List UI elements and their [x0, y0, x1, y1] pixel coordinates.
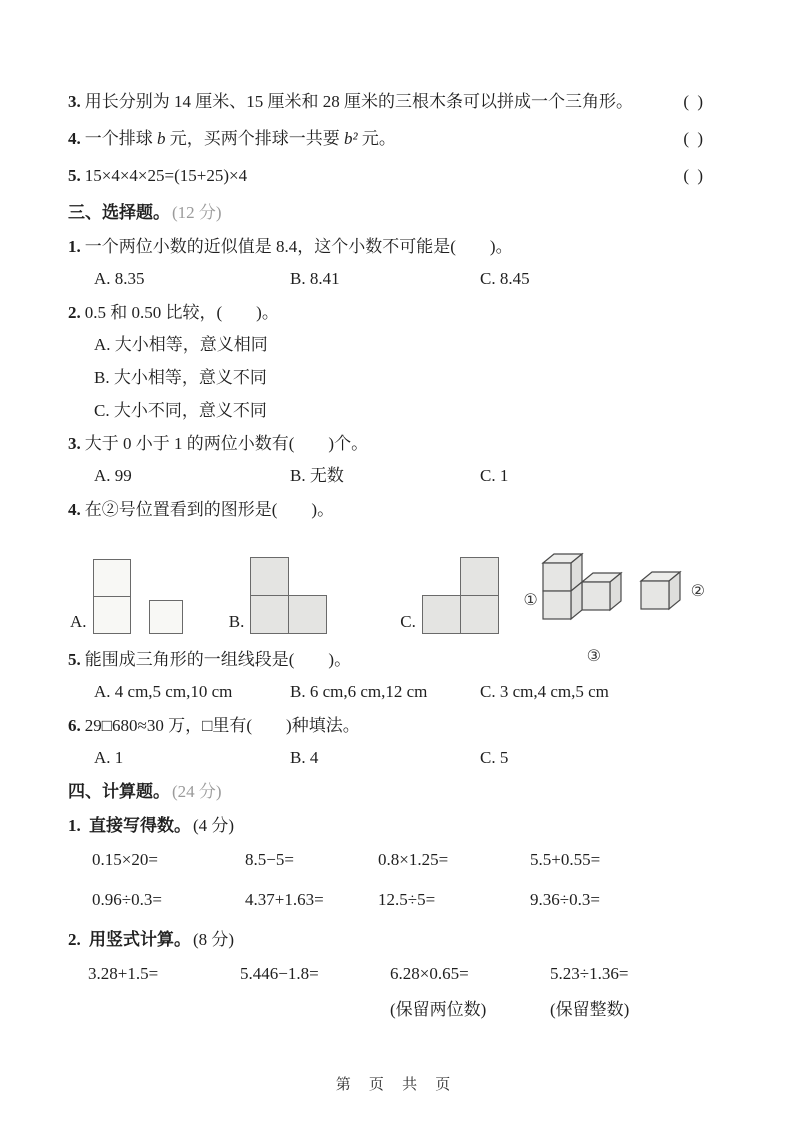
tf-item-5-text: 15×4×4×25=(15+25)×4	[84, 166, 248, 185]
choice-question-3-options	[94, 464, 705, 488]
equation: 5.446−1.8=	[240, 964, 319, 983]
position-3-label: ③	[586, 646, 601, 665]
choice-question-1	[68, 235, 705, 259]
section-3-title: 三、选择题。	[68, 203, 170, 222]
option-c: C. 3 cm,4 cm,5 cm	[480, 682, 609, 701]
equation: 8.5−5=	[245, 850, 294, 869]
l-shape-top-right	[422, 557, 499, 634]
subsection-2-score: (8 分)	[193, 930, 235, 949]
choice-question-6-number: 6.	[68, 716, 81, 735]
choice-question-3	[68, 432, 705, 456]
column-computation-row	[88, 962, 705, 986]
choice-question-6	[68, 714, 705, 738]
square	[250, 595, 289, 634]
tf-item-5-answer-blank: ( )	[683, 166, 705, 185]
option-c: C. 大小不同，意义不同	[94, 401, 267, 420]
figure-option-a-label: A.	[70, 612, 87, 631]
square	[460, 595, 499, 634]
subsection-1-number: 1.	[68, 816, 81, 835]
option-a: A. 4 cm,5 cm,10 cm	[94, 682, 233, 701]
equation: 4.37+1.63=	[245, 890, 324, 909]
subsection-1-title: 直接写得数。	[89, 816, 191, 835]
tf-item-5-number: 5.	[68, 166, 81, 185]
choice-question-5-number: 5.	[68, 650, 81, 669]
figure-option-b-label: B.	[228, 612, 245, 631]
option-b: B. 无数	[290, 466, 344, 485]
square	[250, 557, 289, 596]
choice-question-6-options	[94, 746, 705, 770]
page-footer: 第 页 共 页	[335, 1076, 458, 1093]
subsection-1-score: (4 分)	[193, 816, 235, 835]
subsection-2-header	[68, 928, 705, 952]
square	[149, 600, 183, 634]
figure-option-c-label: C.	[400, 612, 416, 631]
choice-question-3-text: 大于 0 小于 1 的两位小数有( )个。	[84, 434, 369, 453]
section-3-score: (12 分)	[172, 203, 222, 222]
option-b: B. 大小相等，意义不同	[94, 368, 267, 387]
section-4-score: (24 分)	[172, 782, 222, 801]
choice-question-4-number: 4.	[68, 500, 81, 519]
tf-item-3-text: 用长分别为 14 厘米、15 厘米和 28 厘米的三根木条可以拼成一个三角形。	[84, 92, 633, 111]
choice-question-2-number: 2.	[68, 303, 81, 322]
square	[93, 559, 131, 597]
option-a: A. 大小相等，意义相同	[94, 335, 268, 354]
rounding-note-integer: (保留整数)	[550, 1000, 630, 1019]
equation: 3.28+1.5=	[88, 964, 159, 983]
choice-question-5	[68, 648, 705, 672]
option-b: B. 8.41	[290, 269, 340, 288]
option-b: B. 6 cm,6 cm,12 cm	[290, 682, 428, 701]
choice-question-5-text: 能围成三角形的一组线段是( )。	[84, 650, 352, 669]
position-2-label: ②	[690, 581, 705, 600]
choice-question-3-number: 3.	[68, 434, 81, 453]
tf-item-4-text-part3: 元。	[357, 129, 396, 148]
option-c: C. 8.45	[480, 269, 530, 288]
equation: 0.15×20=	[92, 850, 158, 869]
figure-option-b	[229, 557, 328, 634]
option-a: A. 99	[94, 466, 132, 485]
single-cube-drawing	[639, 570, 683, 612]
three-cube-solid	[541, 552, 625, 665]
tf-item-4-answer-blank: ( )	[683, 129, 705, 148]
l-shape-top-left	[250, 557, 327, 634]
choice-question-1-text: 一个两位小数的近似值是 8.4，这个小数不可能是( )。	[84, 237, 513, 256]
option-c: C. 5	[480, 748, 509, 767]
equation: 6.28×0.65=	[390, 964, 469, 983]
choice-question-4	[68, 498, 705, 522]
choice-question-1-options	[94, 267, 705, 291]
option-b: B. 4	[290, 748, 319, 767]
section-3-header	[68, 201, 705, 225]
two-stacked-squares-and-one-square	[93, 559, 183, 634]
tf-item-3-answer-blank: ( )	[683, 92, 705, 111]
direct-computation-row-2	[92, 888, 705, 912]
rounding-notes-row	[390, 998, 705, 1022]
choice-question-2-text: 0.5 和 0.50 比较，( )。	[84, 303, 279, 322]
position-1-label: ①	[523, 590, 538, 609]
choice-question-2	[68, 301, 705, 325]
tf-item-5	[68, 164, 705, 188]
tf-item-3	[68, 90, 705, 114]
tf-item-4-text	[85, 127, 684, 151]
equation: 0.96÷0.3=	[92, 890, 162, 909]
figure-option-c	[400, 557, 499, 634]
square	[422, 595, 461, 634]
tf-item-4-variable-b: b	[157, 129, 166, 148]
section-4-title: 四、计算题。	[68, 782, 170, 801]
rounding-note-two-decimals: (保留两位数)	[390, 1000, 487, 1019]
square	[288, 595, 327, 634]
section-4-header	[68, 780, 705, 804]
option-c: C. 1	[480, 466, 509, 485]
option-a: A. 1	[94, 748, 124, 767]
equation: 12.5÷5=	[378, 890, 436, 909]
stacked-squares	[93, 559, 131, 634]
subsection-2-title: 用竖式计算。	[89, 930, 191, 949]
direct-computation-row-1	[92, 848, 705, 872]
subsection-1-header	[68, 814, 705, 838]
equation: 0.8×1.25=	[378, 850, 449, 869]
tf-item-4-number: 4.	[68, 129, 81, 148]
tf-item-4-variable-b-squared: b²	[344, 129, 358, 148]
equation: 5.5+0.55=	[530, 850, 601, 869]
cube-arrangement	[523, 552, 624, 665]
tf-item-4-text-part2: 元，买两个排球一共要	[165, 129, 344, 148]
equation: 5.23÷1.36=	[550, 964, 629, 983]
choice-question-6-text: 29□680≈30 万，□里有( )种填法。	[84, 716, 360, 735]
tf-item-3-number: 3.	[68, 92, 81, 111]
single-cube	[639, 570, 705, 612]
equation: 9.36÷0.3=	[530, 890, 600, 909]
three-cube-solid-drawing	[541, 552, 625, 642]
subsection-2-number: 2.	[68, 930, 81, 949]
tf-item-4	[68, 127, 705, 151]
option-a: A. 8.35	[94, 269, 145, 288]
figure-option-a	[70, 559, 183, 634]
choice-question-1-number: 1.	[68, 237, 81, 256]
choice-question-4-text: 在②号位置看到的图形是( )。	[84, 500, 335, 519]
choice-question-5-options	[94, 680, 705, 704]
square	[93, 596, 131, 634]
square	[460, 557, 499, 596]
tf-item-4-text-part1: 一个排球	[84, 129, 157, 148]
